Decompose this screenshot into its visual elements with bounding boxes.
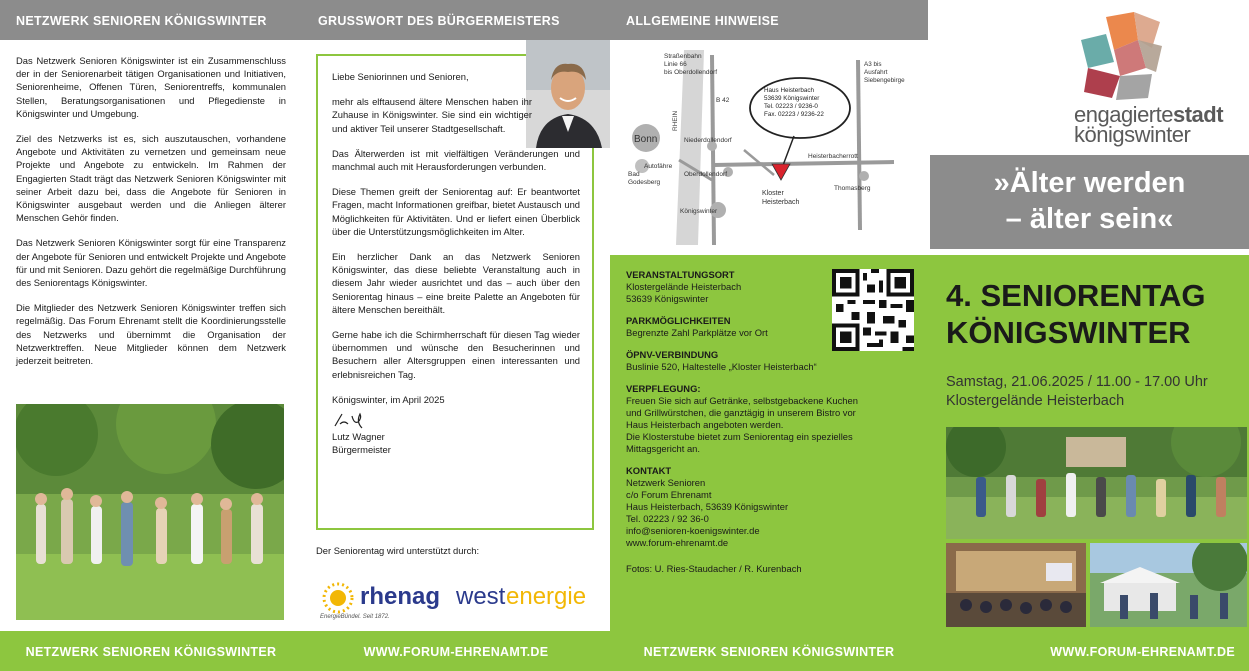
info-title: KONTAKT [626, 465, 672, 476]
map-address-line4: Fax. 02223 / 9236-22 [764, 111, 824, 118]
event-date: Samstag, 21.06.2025 / 11.00 - 17.00 Uhr [946, 374, 1208, 390]
signer-name: Lutz Wagner [332, 431, 385, 443]
info-title: PARKMÖGLICHKEITEN [626, 315, 731, 326]
letter-paragraph: Das Älterwerden ist mit vielfältigen Veränderungen und manchmal auch mit Herausforderungen verbunden. [332, 147, 580, 173]
info-line: Haus Heisterbach, 53639 Königswinter [626, 501, 789, 512]
rhenag-tagline: EnergieBündel. Seit 1872. [320, 614, 390, 620]
map-rhein-label: RHEIN [672, 110, 679, 131]
signature [332, 410, 580, 430]
info-title: ÖPNV-VERBINDUNG [626, 349, 719, 360]
logo-wordmark-light: engagierte [1074, 102, 1173, 127]
info-title: VERANSTALTUNGSORT [626, 269, 735, 280]
logo-wordmark-line2: königswinter [1074, 122, 1191, 147]
info-list [626, 269, 916, 575]
info-line: Die Klosterstube bietet zum Seniorentag ein spezielles [626, 431, 853, 442]
info-line: Tel. 02223 / 92 36-0 [626, 513, 709, 524]
map-godesberg-label: Godesberg [628, 179, 661, 186]
panel1-paragraph: Die Mitglieder des Netzwerk Senioren Königswinter treffen sich regelmäßig. Das Forum Ehrenamt stellt die Koordinierungsstelle des Netzwerks und übernimmt die Organisation der Netzwerktreffen. Neue Mitglieder können dem Netzwerk jederzeit beitreten. [16, 302, 286, 367]
west-wordmark: west [456, 583, 506, 610]
map-oberdollendorf-label: Oberdollendorf [684, 171, 727, 178]
info-line: Netzwerk Senioren [626, 477, 706, 488]
panel1-paragraph: Ziel des Netzwerks ist es, sich auszutauschen, vorhandene Angebote und Aktivitäten zu vernetzen und gemeinsam neue Projekte und Angebote zu entwickeln. Im Rahmen der Engagierten Stadt trägt das Netzwerk Senioren Königswinter mit seiner Arbeit dazu bei, dass die Angebote für Senioren in Königswinter ausgebaut werden und die Anliegen älterer Menschen Gehör finden. [16, 133, 286, 224]
map-tram-line1: Straßenbahn [664, 53, 702, 60]
map-thomasberg-label: Thomasberg [834, 185, 871, 192]
info-line: c/o Forum Ehrenamt [626, 489, 712, 500]
slogan-line2: – älter sein« [1005, 203, 1174, 235]
mayor-letter [332, 70, 580, 456]
rhenag-westenergie-logo [316, 572, 598, 622]
map-heisterbacherrott-label: Heisterbacherrott [808, 153, 858, 160]
letter-paragraph: Ein herzlicher Dank an das Netzwerk Senioren Königswinter, das diese beliebte Veranstaltung auch in diesem Jahr wieder ausrichtet und das – auch über den Seniorentag hinaus – eine breite Palette an Angeboten für ältere Menschen bereithält. [332, 251, 580, 315]
panel-hinweise [610, 0, 928, 671]
slogan-box [930, 155, 1249, 249]
letter-paragraph: Diese Themen greift der Seniorentag auf: Er beantwortet Fragen, macht Informationen greifbar, bietet Austausch und Möglichkeiten für Aktivitäten. Und er liefert einen Überblick über die Unterstützungsmöglichkeiten im Alter. [332, 186, 580, 237]
info-line: Begrenzte Zahl Parkplätze vor Ort [626, 327, 768, 338]
map-tram-line3: bis Oberdollendorf [664, 69, 718, 76]
map-a3-line2: Ausfahrt [864, 69, 888, 76]
map-b42-label: B 42 [716, 97, 730, 104]
event-stands-photo [1090, 543, 1247, 627]
panel-grusswort [302, 0, 610, 671]
event-location: Klostergelände Heisterbach [946, 393, 1125, 409]
panel1-paragraph: Das Netzwerk Senioren Königswinter ist ein Zusammenschluss der in der Seniorenarbeit tätigen Organisationen und Initiativen, Seniorenheime, Offenen Türen, Seniorentreffs, kommunalen Stellen, Beratungsorganisationen und Pflegedienste in Königswinter und Umgebung. [16, 55, 286, 119]
info-title: VERPFLEGUNG: [626, 383, 701, 394]
contact-website-link[interactable]: www.forum-ehrenamt.de [626, 537, 729, 548]
event-hall-photo [946, 543, 1086, 627]
letter-greeting: Liebe Seniorinnen und Senioren, [332, 71, 469, 82]
panel2-footer: WWW.FORUM-EHRENAMT.DE [302, 631, 610, 671]
info-section [610, 255, 928, 631]
event-title-line1: 4. SENIORENTAG [946, 278, 1206, 313]
map-bonn-label: Bonn [634, 134, 658, 145]
info-line: Klostergelände Heisterbach [626, 281, 742, 292]
map-niederdollendorf-label: Niederdollendorf [684, 137, 732, 144]
photo-credit: Fotos: U. Ries-Staudacher / R. Kurenbach [626, 563, 802, 574]
info-line: Freuen Sie sich auf Getränke, selbstgebackene Kuchen [626, 395, 858, 406]
energie-wordmark: energie [506, 583, 587, 610]
logo-wordmark-bold: stadt [1172, 102, 1224, 127]
contact-email-link[interactable]: info@senioren-koenigswinter.de [626, 525, 760, 536]
map-bad-label: Bad [628, 171, 640, 178]
map-autofaehre-label: Autofähre [644, 163, 673, 170]
panel1-paragraph: Das Netzwerk Senioren Königswinter sorgt für eine Transparenz der Angebote für Senioren und entwickelt Projekte und Angebote für und mit Senioren. Dazu gehört die regelmäßige Durchführung des Seniorentags Königswinter. [16, 237, 286, 289]
map-tram-line2: Linie 66 [664, 61, 687, 68]
info-line: 53639 Königswinter [626, 293, 709, 304]
letter-paragraph: Gerne habe ich die Schirmherrschaft für diesen Tag wieder übernommen und wünsche den Besucherinnen und Besuchern aller Altersgruppen einen interessanten und erlebnisreichen Tag. [332, 329, 580, 380]
panel-cover [928, 0, 1249, 671]
signer-title: Bürgermeister [332, 444, 391, 456]
panel1-body [16, 54, 286, 379]
map-a3-line1: A3 bis [864, 61, 882, 68]
event-title [946, 277, 1206, 351]
panel-netzwerk [0, 0, 302, 671]
map-kloster-label: Kloster [762, 190, 784, 197]
letter-place-date: Königswinter, im April 2025 [332, 393, 445, 405]
panel2-header: GRUSSWORT DES BÜRGERMEISTERS [302, 0, 610, 40]
map-a3-line3: Siebengebirge [864, 77, 905, 84]
panel1-footer: NETZWERK SENIOREN KÖNIGSWINTER [0, 631, 302, 671]
rhenag-sun-icon [324, 584, 352, 612]
map-address-line2: 53639 Königswinter [764, 95, 820, 102]
info-line: Mittagsgericht an. [626, 443, 700, 454]
seniors-exercise-photo [16, 404, 284, 620]
event-crowd-photo [946, 427, 1247, 539]
info-line: Haus Heisterbach angeboten werden. [626, 419, 784, 430]
engagierte-stadt-logo-icon [1076, 12, 1186, 102]
slogan-line1: »Älter werden [993, 167, 1186, 199]
directions-map [624, 50, 914, 245]
map-address-line1: Haus Heisterbach [764, 87, 815, 94]
event-section [928, 255, 1249, 671]
map-koenigswinter-label: Königswinter [680, 208, 718, 215]
panel3-footer: NETZWERK SENIOREN KÖNIGSWINTER [610, 631, 928, 671]
map-address-line3: Tel. 02223 / 9236-0 [764, 103, 818, 110]
sponsor-label: Der Seniorentag wird unterstützt durch: [316, 545, 480, 556]
panel1-header: NETZWERK SENIOREN KÖNIGSWINTER [0, 0, 302, 40]
panel4-footer-link[interactable]: WWW.FORUM-EHRENAMT.DE [928, 631, 1249, 671]
letter-paragraph: mehr als elftausend ältere Menschen haben ihr Zuhause in Königswinter. Sie sind ein wichtiger und aktiver Teil unserer Stadtgesellschaft. [332, 96, 532, 134]
panel3-header: ALLGEMEINE HINWEISE [610, 0, 928, 40]
rhenag-wordmark: rhenag [360, 583, 441, 610]
event-details [946, 373, 1208, 411]
info-line: Buslinie 520, Haltestelle „Kloster Heisterbach“ [626, 361, 817, 372]
signature-graphic [332, 410, 382, 430]
map-heisterbach-label: Heisterbach [762, 199, 800, 206]
event-title-line2: KÖNIGSWINTER [946, 315, 1191, 350]
info-line: und Grillwürstchen, die ganztägig in unserem Bistro vor [626, 407, 856, 418]
